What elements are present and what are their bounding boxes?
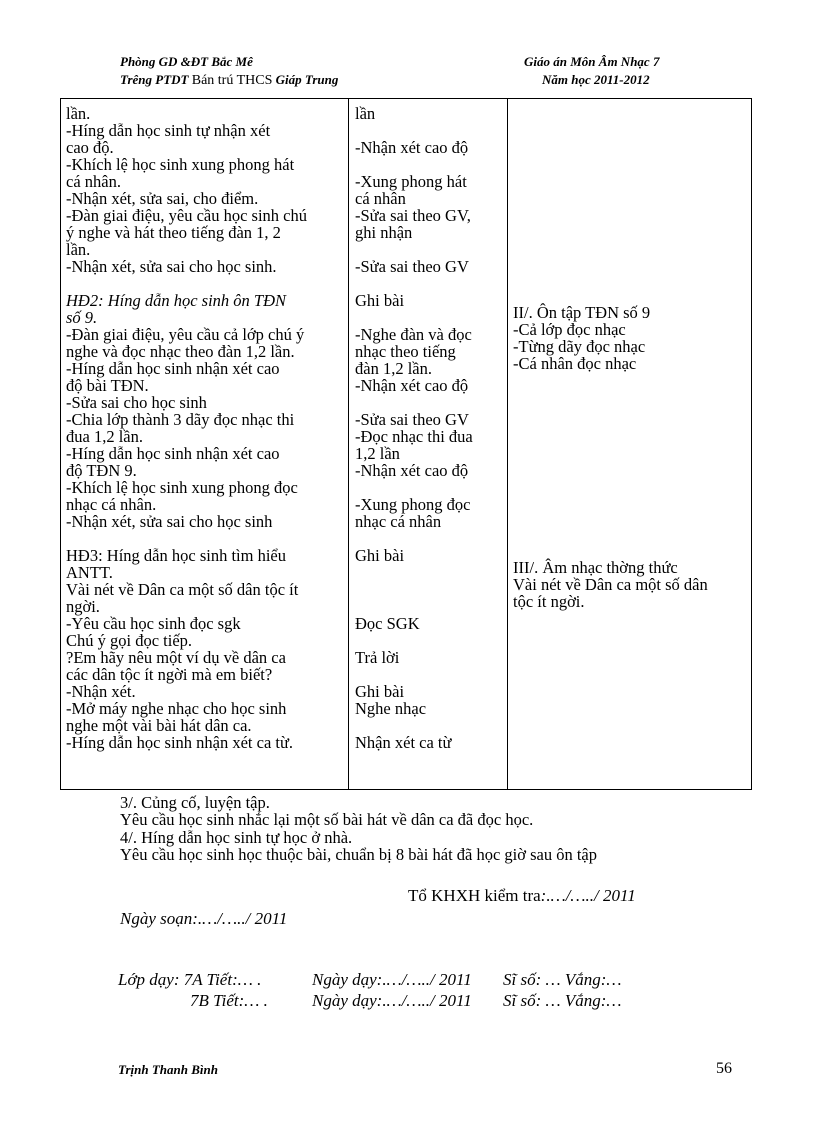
content-block-tdn: [513, 304, 749, 372]
teacher-line: ?Em hãy nêu một ví dụ về dân ca: [66, 648, 286, 667]
teacher-line: -Nhận xét, sửa sai, cho điểm.: [66, 189, 259, 208]
header-school-type: Bán trú THCS: [191, 73, 273, 88]
student-line: cá nhân: [355, 189, 406, 208]
consolidation-text: Yêu cầu học sinh nhắc lại một số bài hát về dân ca đã đọc học.: [120, 810, 534, 829]
class-7b-teaching-date: Ngày dạy:.…/…../ 2011: [312, 991, 472, 1010]
review-date: :.…/…../ 2011: [540, 886, 636, 905]
student-line: -Xung phong hát: [355, 172, 467, 191]
teacher-line: -Nhận xét, sửa sai cho học sinh.: [66, 257, 277, 276]
student-line: Đọc SGK: [355, 614, 420, 633]
teacher-line: ngời.: [66, 597, 100, 616]
student-line: [355, 241, 501, 258]
student-line: -Nghe đàn và đọc: [355, 325, 472, 344]
class-7b-period: 7B Tiết:… .: [190, 991, 268, 1010]
student-line: -Xung phong đọc: [355, 495, 471, 514]
teacher-line: các dân tộc ít ngời mà em biết?: [66, 665, 273, 684]
teacher-line: -Chia lớp thành 3 dãy đọc nhạc thi: [66, 410, 295, 429]
teacher-line: -Khích lệ học sinh xung phong đọc: [66, 478, 298, 497]
header-school-place: Giáp Trung: [275, 72, 339, 87]
teacher-line: -Yêu cầu học sinh đọc sgk: [66, 614, 241, 633]
teacher-line: lần.: [66, 240, 91, 259]
student-line: Ghi bài: [355, 291, 405, 310]
student-line: -Nhận xét cao độ: [355, 461, 469, 480]
teacher-line: -Híng dẫn học sinh nhận xét cao: [66, 444, 280, 463]
student-line: [355, 564, 501, 581]
teacher-line: ANTT.: [66, 563, 113, 582]
footer-teacher-name: Trịnh Thanh Bình: [118, 1062, 218, 1077]
student-line: [355, 581, 501, 598]
teacher-line: Vài nét về Dân ca một số dân tộc ít: [66, 580, 299, 599]
teacher-line: [66, 275, 342, 292]
student-line: 1,2 lần: [355, 444, 400, 463]
teacher-line: đua 1,2 lần.: [66, 427, 143, 446]
student-line: [355, 394, 501, 411]
content-line: Vài nét về Dân ca một số dân: [513, 575, 708, 594]
student-line: đàn 1,2 lần.: [355, 359, 432, 378]
teacher-line: -Đàn giai điệu, yêu cầu cả lớp chú ý: [66, 325, 305, 344]
student-line: Nghe nhạc: [355, 699, 427, 718]
teacher-line: nghe một vài bài hát dân ca.: [66, 716, 252, 735]
teacher-line: ý nghe và hát theo tiếng đàn 1, 2: [66, 223, 281, 242]
class-7b-attendance: Sĩ số: … Vắng:…: [503, 991, 622, 1010]
teacher-activities-column: [66, 105, 342, 751]
content-line: tộc ít ngời.: [513, 592, 585, 611]
content-line: -Cả lớp đọc nhạc: [513, 320, 626, 339]
content-line: II/. Ôn tập TĐN số 9: [513, 303, 651, 322]
student-line: -Nhận xét cao độ: [355, 376, 469, 395]
teacher-line: nhạc cá nhân.: [66, 495, 157, 514]
teacher-line: -Sửa sai cho học sinh: [66, 393, 207, 412]
column-divider-2: [507, 99, 508, 789]
header-school-name: [120, 72, 338, 89]
teacher-line: -Mở máy nghe nhạc cho học sinh: [66, 699, 287, 718]
lesson-table: [60, 98, 752, 790]
student-line: [355, 598, 501, 615]
student-line: Nhận xét ca từ: [355, 733, 452, 752]
student-line: Ghi bài: [355, 682, 405, 701]
teacher-line: -Híng dẫn học sinh tự nhận xét: [66, 121, 271, 140]
preparation-date: Ngày soạn:.…/…../ 2011: [120, 909, 288, 928]
content-line: -Cá nhân đọc nhạc: [513, 354, 637, 373]
student-line: Ghi bài: [355, 546, 405, 565]
page-number: 56: [716, 1060, 732, 1077]
student-line: nhạc theo tiếng: [355, 342, 456, 361]
student-line: [355, 479, 501, 496]
student-line: -Sửa sai theo GV: [355, 410, 469, 429]
teacher-line: -Híng dẫn học sinh nhận xét cao: [66, 359, 280, 378]
student-line: -Đọc nhạc thi đua: [355, 427, 473, 446]
student-line: [355, 275, 501, 292]
consolidation-heading: 3/. Củng cố, luyện tập.: [120, 793, 270, 812]
student-line: -Nhận xét cao độ: [355, 138, 469, 157]
student-line: ghi nhận: [355, 223, 413, 242]
student-line: nhạc cá nhân: [355, 512, 442, 531]
homework-heading: 4/. Híng dẫn học sinh tự học ở nhà.: [120, 828, 353, 847]
teacher-line: -Đàn giai điệu, yêu cầu học sinh chú: [66, 206, 308, 225]
teacher-line: [66, 530, 342, 547]
teacher-line: -Khích lệ học sinh xung phong hát: [66, 155, 295, 174]
student-line: -Sửa sai theo GV: [355, 257, 469, 276]
student-line: [355, 156, 501, 173]
student-line: [355, 632, 501, 649]
header-subject: Giáo án Môn Âm Nhạc 7: [524, 54, 660, 69]
student-line: [355, 717, 501, 734]
teacher-line: độ TĐN 9.: [66, 461, 137, 480]
review-label: Tổ KHXH kiểm tra: [408, 886, 541, 905]
teacher-line: độ bài TĐN.: [66, 376, 149, 395]
student-line: Trả lời: [355, 648, 400, 667]
teacher-line: cao độ.: [66, 138, 114, 157]
teacher-line: -Nhận xét.: [66, 682, 136, 701]
content-line: -Từng dãy đọc nhạc: [513, 337, 646, 356]
teacher-line: Chú ý gọi đọc tiếp.: [66, 631, 193, 650]
teacher-line: lần.: [66, 104, 91, 123]
class-7a-teaching-date: Ngày dạy:.…/…../ 2011: [312, 970, 472, 989]
content-line: III/. Âm nhạc thờng thức: [513, 558, 678, 577]
student-line: [355, 122, 501, 139]
content-block-music-knowledge: [513, 559, 749, 610]
teacher-line: cá nhân.: [66, 172, 121, 191]
header-school-prefix: Trêng PTDT: [120, 72, 189, 87]
homework-text: Yêu cầu học sinh học thuộc bài, chuẩn bị 8 bài hát đã học giờ sau ôn tập: [120, 845, 598, 864]
column-divider-1: [348, 99, 349, 789]
student-line: -Sửa sai theo GV,: [355, 206, 471, 225]
teacher-line: số 9.: [66, 308, 98, 327]
teacher-line: -Híng dẫn học sinh nhận xét ca từ.: [66, 733, 294, 752]
student-line: [355, 666, 501, 683]
teacher-line: HĐ2: Híng dẫn học sinh ôn TĐN: [66, 291, 287, 310]
student-activities-column: [355, 105, 501, 751]
student-line: lần: [355, 104, 376, 123]
teacher-line: -Nhận xét, sửa sai cho học sinh: [66, 512, 273, 531]
student-line: [355, 530, 501, 547]
student-line: [355, 309, 501, 326]
review-line: [408, 886, 636, 906]
header-school-dept: Phòng GD &ĐT Bắc Mê: [120, 54, 253, 69]
teacher-line: HĐ3: Híng dẫn học sinh tìm hiểu: [66, 546, 286, 565]
class-7a-attendance: Sĩ số: … Vắng:…: [503, 970, 622, 989]
header-school-year: Năm học 2011-2012: [542, 72, 650, 87]
class-7a-period: Lớp dạy: 7A Tiết:… .: [118, 970, 262, 989]
teacher-line: nghe và đọc nhạc theo đàn 1,2 lần.: [66, 342, 295, 361]
